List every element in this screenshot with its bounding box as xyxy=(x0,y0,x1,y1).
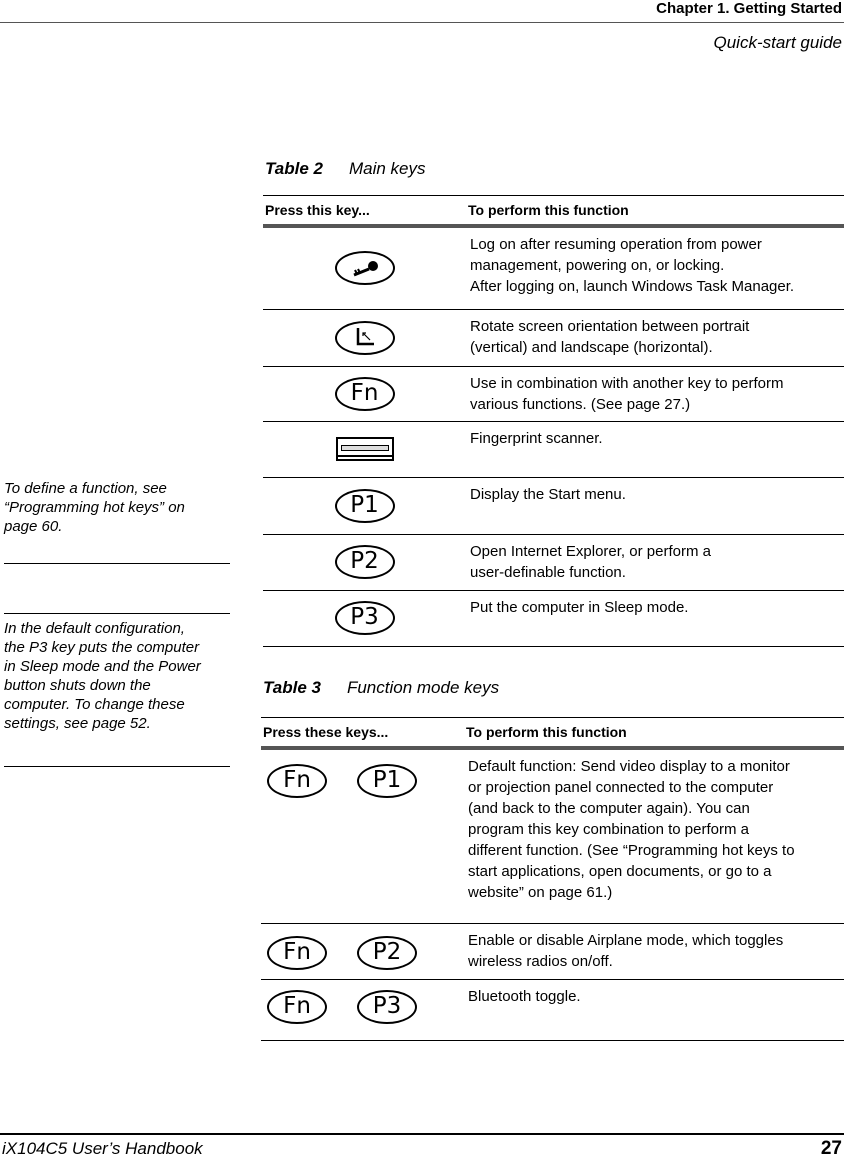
p2-key-icon: P2 xyxy=(357,936,417,970)
table-row xyxy=(261,748,844,923)
fingerprint-scanner-icon xyxy=(336,437,394,461)
row-desc-line: wireless radios on/off. xyxy=(468,952,613,970)
fn-key-icon: Fn xyxy=(267,764,327,798)
row-desc-line: user-definable function. xyxy=(470,563,626,581)
note-line: the P3 key puts the computer xyxy=(4,639,200,656)
table2-number: Table 2 xyxy=(265,159,323,178)
table3-number: Table 3 xyxy=(263,678,321,697)
main-keys-table xyxy=(263,195,844,647)
note-line: in Sleep mode and the Power xyxy=(4,658,201,675)
margin-rule xyxy=(4,613,230,614)
p3-key-icon: P3 xyxy=(357,990,417,1024)
table2-caption xyxy=(265,159,425,179)
row-desc-line: After logging on, launch Windows Task Manager. xyxy=(470,278,795,295)
row-desc-line: Log on after resuming operation from power xyxy=(470,236,762,253)
fn-key-icon: Fn xyxy=(267,990,327,1024)
page-number: 27 xyxy=(820,1138,842,1159)
table-row xyxy=(263,421,844,477)
row-desc-line: Enable or disable Airplane mode, which toggles xyxy=(468,931,784,949)
table3-title: Function mode keys xyxy=(346,678,500,697)
table-row xyxy=(261,923,844,979)
note-line: “Programming hot keys” on xyxy=(4,499,185,516)
row-desc-line: start applications, open documents, or go to a xyxy=(468,863,772,880)
table2-title: Main keys xyxy=(348,159,426,178)
table-row xyxy=(261,979,844,1040)
note-line: To define a function, see xyxy=(4,480,167,497)
p1-key-icon: P1 xyxy=(357,764,417,798)
row-desc-line: website” on page 61.) xyxy=(468,884,613,901)
table-row xyxy=(263,309,844,366)
table-row xyxy=(263,366,844,421)
p2-key-icon: P2 xyxy=(335,545,395,579)
table-row xyxy=(263,534,844,590)
row-desc-line: management, powering on, or locking. xyxy=(470,257,725,274)
table2-col-key: Press this key... xyxy=(263,196,466,227)
row-desc-line: Display the Start menu. xyxy=(470,485,626,503)
margin-rule xyxy=(4,766,230,767)
margin-note-hot-keys xyxy=(4,479,232,536)
footer-handbook-title: iX104C5 User’s Handbook xyxy=(2,1139,203,1158)
row-desc-line: various functions. (See page 27.) xyxy=(470,395,691,413)
table3-col-function: To perform this function xyxy=(464,718,844,749)
row-desc-line: Default function: Send video display to a monitor xyxy=(468,758,790,775)
row-desc-line: Bluetooth toggle. xyxy=(468,987,581,1005)
note-line: button shuts down the xyxy=(4,677,151,694)
section-title: Quick-start guide xyxy=(713,33,842,52)
function-mode-keys-table xyxy=(261,717,844,1041)
row-desc-line: Fingerprint scanner. xyxy=(470,429,603,447)
table2-col-function: To perform this function xyxy=(466,196,844,227)
margin-note-default-config xyxy=(4,619,232,733)
rotate-icon xyxy=(335,321,395,355)
note-line: computer. To change these xyxy=(4,696,185,713)
header-rule xyxy=(0,22,844,23)
table-row xyxy=(263,590,844,646)
key-icon xyxy=(335,251,395,285)
fn-key-icon: Fn xyxy=(267,936,327,970)
table-row xyxy=(263,226,844,309)
row-desc-line: program this key combination to perform a xyxy=(468,821,749,838)
row-desc-line: (and back to the computer again). You can xyxy=(468,800,750,817)
table-row xyxy=(263,477,844,534)
footer-rule xyxy=(0,1133,844,1135)
margin-rule xyxy=(4,563,230,564)
row-desc-line: Open Internet Explorer, or perform a xyxy=(470,542,711,560)
p3-key-icon: P3 xyxy=(335,601,395,635)
p1-key-icon: P1 xyxy=(335,489,395,523)
chapter-title: Chapter 1. Getting Started xyxy=(656,0,842,17)
note-line: page 60. xyxy=(4,518,63,535)
row-desc-line: or projection panel connected to the computer xyxy=(468,779,774,796)
table3-caption xyxy=(263,678,499,698)
fn-key-icon: Fn xyxy=(335,377,395,411)
row-desc-line: Rotate screen orientation between portrait xyxy=(470,317,750,335)
row-desc-line: Use in combination with another key to perform xyxy=(470,374,784,392)
row-desc-line: different function. (See “Programming hot keys to xyxy=(468,842,795,859)
row-desc-line: (vertical) and landscape (horizontal). xyxy=(470,338,713,356)
note-line: settings, see page 52. xyxy=(4,715,151,732)
row-desc-line: Put the computer in Sleep mode. xyxy=(470,598,689,616)
table3-col-keys: Press these keys... xyxy=(261,718,464,749)
note-line: In the default configuration, xyxy=(4,620,185,637)
